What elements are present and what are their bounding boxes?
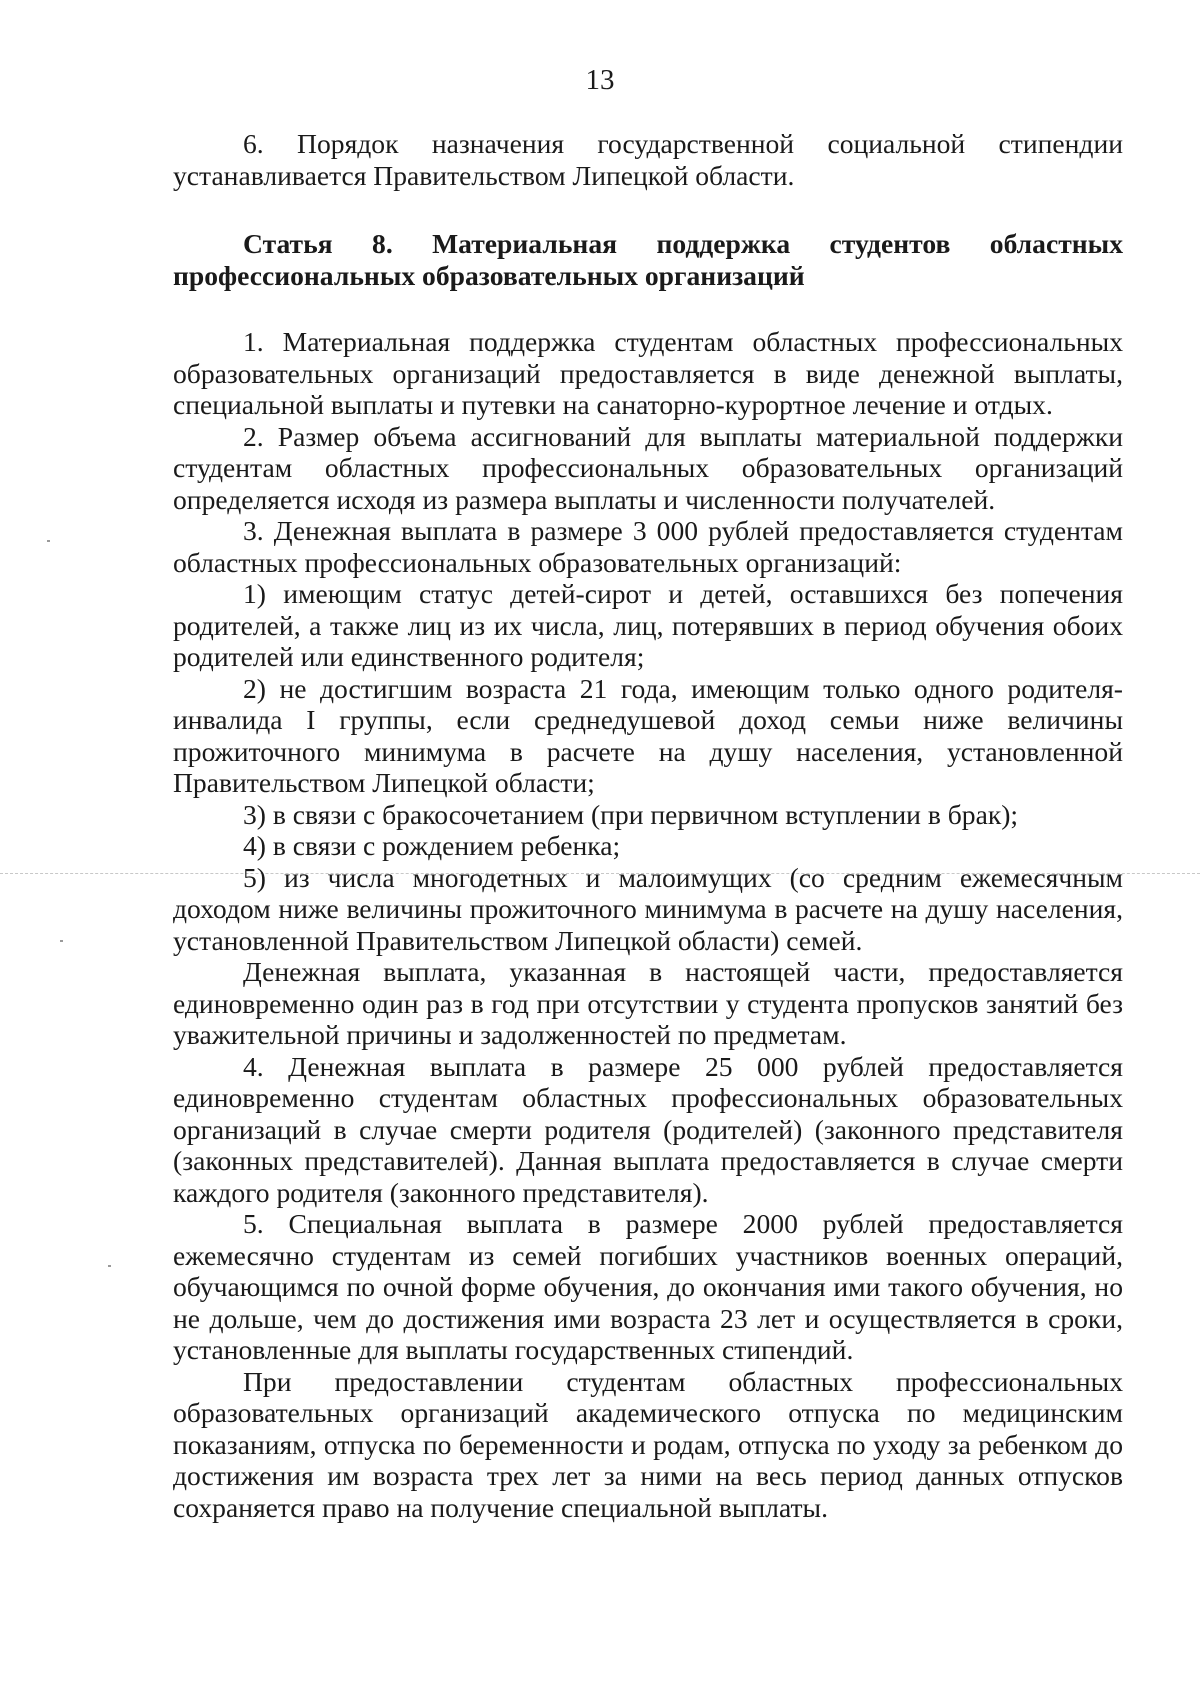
paragraph-1: 1. Материальная поддержка студентам областных профессиональных образовательных организаций предоставляется в виде денежной выплаты, специальной выплаты и путевки на санаторно-курортное лечение и отдых. [173, 326, 1123, 420]
paragraph-special-payment-retention: При предоставлении студентам областных профессиональных образовательных организаций академического отпуска по медицинским показаниям, отпуска по беременности и родам, отпуска по уходу за ребенком до достижения им возраста трех лет за ними на весь период данных отпусков сохраняется право на получение специальной выплаты. [173, 1365, 1123, 1523]
paragraph-2: 2. Размер объема ассигнований для выплаты материальной поддержки студентам областных профессиональных образовательных организаций определяется исходя из размера выплаты и численности получателей. [173, 420, 1123, 515]
document-body [173, 128, 1123, 1523]
paragraph-3: 3. Денежная выплата в размере 3 000 рублей предоставляется студентам областных профессиональных образовательных организаций: [173, 515, 1123, 578]
page-number: 13 [585, 64, 615, 96]
scan-speck [47, 540, 50, 542]
list-item-2: 2) не достигшим возраста 21 года, имеющим только одного родителя-инвалида I группы, если среднедушевой доход семьи ниже величины прожиточного минимума в расчете на душу населения, установленной Правительством Липецкой области; [173, 672, 1123, 798]
article-8-heading: Статья 8. Материальная поддержка студентов областных профессиональных образовательных организаций [173, 228, 1123, 291]
list-item-4: 4) в связи с рождением ребенка; [243, 830, 621, 861]
paragraph-4: 4. Денежная выплата в размере 25 000 рублей предоставляется единовременно студентам областных профессиональных образовательных организаций в случае смерти родителя (родителей) (законного представителя (законных представителей). Данная выплата предоставляется в случае смерти каждого родителя (законного представителя). [173, 1050, 1123, 1208]
paragraph-payment-conditions: Денежная выплата, указанная в настоящей части, предоставляется единовременно один раз в год при отсутствии у студента пропусков занятий без уважительной причины и задолженностей по предметам. [173, 956, 1123, 1050]
list-item-5: 5) из числа многодетных и малоимущих (со средним ежемесячным доходом ниже величины прожиточного минимума в расчете на душу населения, установленной Правительством Липецкой области) семей. [173, 861, 1123, 956]
paragraph-6-stipend-procedure: 6. Порядок назначения государственной социальной стипендии устанавливается Правительством Липецкой области. [173, 128, 1123, 191]
scan-speck [60, 940, 63, 942]
paragraph-5: 5. Специальная выплата в размере 2000 рублей предоставляется ежемесячно студентам из семей погибших участников военных операций, обучающимся по очной форме обучения, до окончания ими такого обучения, но не дольше, чем до достижения ими возраста 23 лет и осуществляется в сроки, установленные для выплаты государственных стипендий. [173, 1208, 1123, 1365]
list-item-1: 1) имеющим статус детей-сирот и детей, оставшихся без попечения родителей, а также лиц из их числа, лиц, потерявших в период обучения обоих родителей или единственного родителя; [173, 578, 1123, 672]
scan-speck [108, 1265, 111, 1267]
list-item-3: 3) в связи с бракосочетанием (при первичном вступлении в брак); [243, 798, 1019, 830]
